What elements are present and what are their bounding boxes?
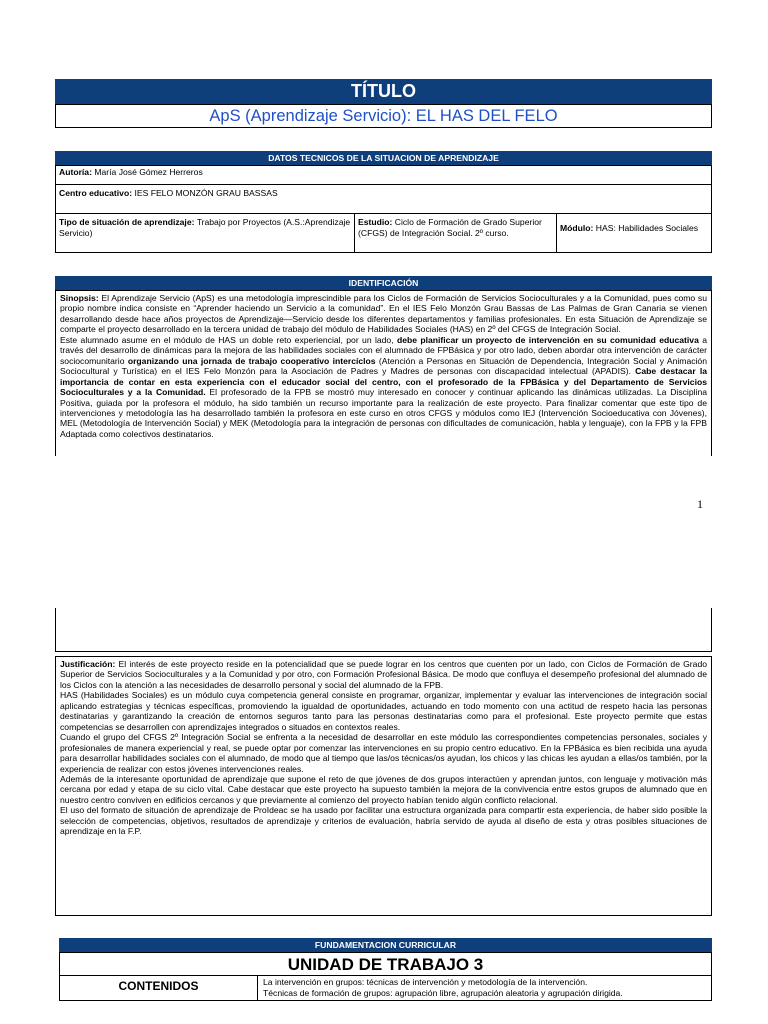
ident-text-f: Cabe destacar la importancia de contar en esta experiencia con el educador social del centro, con el profesorado de la FPBásica y del Departamento de Servicios Socioculturales y a la Comunidad. [60,366,707,398]
ident-text-a: Este alumnado asume en el módulo de HAS un doble reto experiencial, por un lado, [60,334,397,345]
title-heading: TÍTULO [351,81,416,101]
identificacion-header-text: IDENTIFICACIÓN [348,278,419,288]
modulo-cell [556,213,712,253]
estudio-cell [354,213,557,253]
fundamentacion-header-text: FUNDAMENTACION CURRICULAR [314,940,457,950]
modulo-value: HAS: Habilidades Sociales [593,223,699,233]
contenidos-label: CONTENIDOS [118,979,199,993]
autoria-value: María José Gómez Herreros [91,167,203,177]
centro-label: Centro educativo: [59,188,133,198]
justificacion-box [55,656,712,916]
identificacion-paragraph-2 [60,335,707,440]
estudio-label: Estudio: [358,217,393,227]
centro-value: IES FELO MONZÓN GRAU BASSAS [132,188,278,198]
title-subtitle-box [55,104,712,128]
contenidos-label-cell [59,975,258,1001]
contenidos-item-2: Técnicas de formación de grupos: agrupación libre, agrupación aleatoria y agrupación dirigida. [263,987,623,998]
tipo-label: Tipo de situación de aprendizaje: [59,217,195,227]
contenidos-text-cell [257,975,712,1001]
justificacion-text [60,659,707,837]
identificacion-box [55,290,712,456]
tipo-cell [55,213,355,253]
tipo-value: Trabajo por Proyectos (A.S.:Aprendizaje Servicio) [59,217,351,238]
ident-text-b: debe planificar un proyecto de intervención en su comunidad educativa [396,334,699,345]
ident-text-d: organizando una jornada de trabajo cooperativo intercíclos [127,355,376,366]
fundamentacion-header [59,938,712,952]
justificacion-p1: El interés de este proyecto reside en la potencialidad que se puede lograr en los centros que cuenten por un lado, con Ciclos de Formación de Grado Superior de Servicios Socioculturales y a la Comunidad y por otro, con Formación Profesional Básica. De modo que confluya el desempeño profesional del alumnado de los Ciclos con la atención a las necesidades de desarrollo personal y social del alumnado de la FPB. [60,659,707,690]
autoria-label: Autoría: [59,167,92,177]
datos-header-text: DATOS TECNICOS DE LA SITUACION DE APRENDIZAJE [268,153,499,163]
datos-header [55,151,712,165]
contenidos-item-1: La intervención en grupos: técnicas de intervención y metodología de la intervención. [263,977,588,987]
estudio-value: Ciclo de Formación de Grado Superior (CFGS) de Integración Social. 2º curso. [358,217,542,238]
ident-text-c: a través del desarrollo de dinámicas para la mejora de las habilidades sociales con el alumnado de FPBásica y por otro lado, deben abordar otra intervención de carácter sociocomunitario [60,334,707,366]
justificacion-paragraph-3: Cuando el grupo del CFGS 2º Integración Social se enfrenta a la necesidad de desarrollar en este módulo las correspondientes competencias personales, sociales y profesionales de manera experiencial y real, se puede optar por comenzar las intervenciones en su propio centro educativo. En la FPBásica es bien recibida una ayuda para desarrollar habilidades sociales con el alumnado, de modo que al tiempo que las/os técnicas/os ayudan, los chicos y las chicas les ayudan a ellas/os también, por la experiencia de realizar con estos jóvenes intervenciones reales. [60,732,707,774]
unidad-row [59,952,712,976]
identificacion-text [60,293,707,439]
title-header [55,79,712,104]
autoria-row [55,165,712,185]
justificacion-label: Justificación: [60,659,116,669]
unidad-title: UNIDAD DE TRABAJO 3 [287,955,484,974]
modulo-label: Módulo: [560,223,594,233]
ident-text-e: (Atención a Personas en Situación de Dependencia, Integración Social y Animación Sociocultural y Turística) en el IES Felo Monzón para la Asociación de Padres y Madres de personas con discapacidad intelectual (APADIS). [60,355,707,377]
sinopsis-label: Sinopsis: [60,293,99,303]
ident-text-g: El profesorado de la FPB se mostró muy interesado en conocer y continuar aplicando las dinámicas utilizadas. La Disciplina Positiva, guiada por la profesora el módulo, ha sido también un recurso importante para la realización de este proyecto. Para finalizar comentar que este tipo de intervenciones y metodología las ha desarrollado también la profesora en este curso en otros CFGS y módulos como IEJ (Intervención Socioeducativa con Jóvenes), MEL (Metodología de Intervención Social) y MEK (Metodología para la integración de personas con dificultades de comunicación, habla y lenguaje), con la FPB y la FPB Adaptada como colectivos destinatarios. [60,387,708,439]
page-number: 1 [697,497,703,511]
document-subtitle: ApS (Aprendizaje Servicio): EL HAS DEL FELO [209,107,558,125]
justificacion-paragraph-4: Además de la interesante oportunidad de aprendizaje que supone el reto de que jóvenes de dos grupos interactúen y aprendan juntos, con lenguaje y motivación más cercana por edad y etapa de su ciclo vital. Cabe destacar que este proyecto ha supuesto también la mejora de la convivencia entre estos grupos de alumnado que en nuestro centro conviven en edificios cercanos y que previamente al comienzo del proyecto habían tenido algún conflicto relacional. [60,773,707,805]
justificacion-paragraph-2: HAS (Habilidades Sociales) es un módulo cuya competencia general consiste en programar, organizar, implementar y evaluar las intervenciones de integración social aplicando estrategias y técnicas específicas, promoviendo la igualdad de oportunidades, actuando en todo momento con una actitud de respeto hacia las personas destinatarias y garantizando la creación de entornos seguros tanto para las personas destinatarias como para el profesional. Este proyecto permite que estas competencias se desarrollen con aprendizajes integrados o situados en contextos reales. [60,690,707,732]
sinopsis-paragraph [60,293,707,335]
centro-row [55,184,712,214]
justificacion-paragraph-5: El uso del formato de situación de aprendizaje de ProIdeac se ha usado por facilitar una estructura organizada para compartir esta experiencia, de haber sido posible la selección de competencias, objetivos, resultados de aprendizaje y criterios de evaluación, habría servido de ayuda al diseño de esta y otras posibles situaciones de aprendizaje en la F.P. [60,805,707,837]
identificacion-header [55,276,712,290]
identificacion-continuation-box [55,608,712,652]
justificacion-paragraph-1 [60,659,707,690]
sinopsis-text: El Aprendizaje Servicio (ApS) es una metodología imprescindible para los Ciclos de Formación de Servicios Socioculturales y a la Comunidad, pues como su propio nombre indica consiste en “Aprender haciendo un Servicio a la comunidad”. En el IES Felo Monzón Grau Bassas de Las Palmas de Gran Canaria se vienen desarrollando desde hace años proyectos de Aprendizaje—Servicio desde los diferentes departamentos y familias profesionales. En esta Situación de Aprendizaje se comparte el proyecto desarrollado en la tercera unidad de trabajo del módulo de Habilidades Sociales (HAS) en 2º del CFGS de Integración Social. [60,293,707,335]
